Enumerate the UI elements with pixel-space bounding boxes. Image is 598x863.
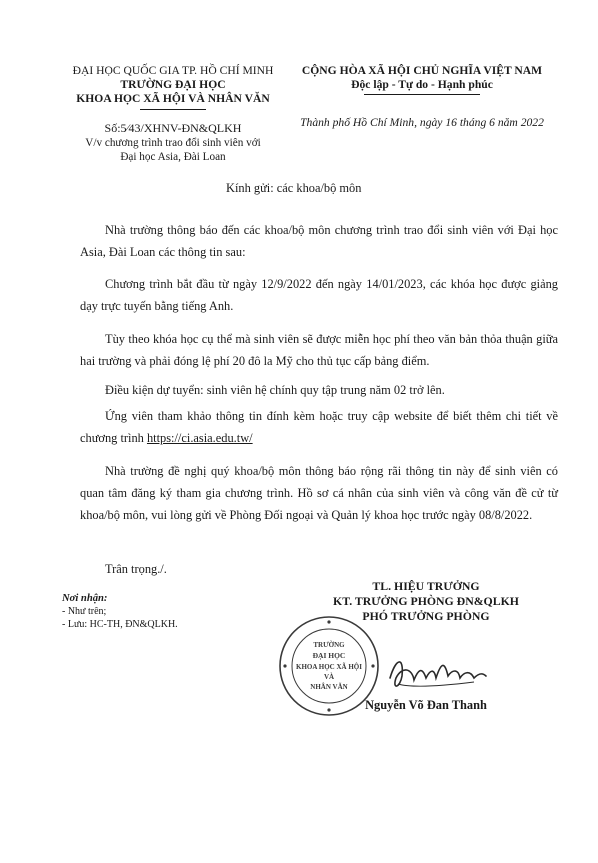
signature-line-3: PHÓ TRƯỞNG PHÒNG: [362, 609, 490, 623]
signature-line-2: KT. TRƯỞNG PHÒNG ĐN&QLKH: [333, 594, 519, 608]
recipient-label: Kính gửi:: [226, 181, 274, 195]
paragraph-5-text: Ứng viên tham khảo thông tin đính kèm hoặc truy cập website để biết thêm chi tiết về chương trình: [80, 409, 558, 445]
paragraph-2-text: Chương trình bắt đầu từ ngày 12/9/2022 đến ngày 14/01/2023, các khóa học được giảng dạy trực tuyến bằng tiếng Anh.: [80, 277, 558, 313]
recipients-item-2: - Lưu: HC-TH, ĐN&QLKH.: [62, 619, 178, 630]
paragraph-4: [80, 379, 558, 401]
subject: [62, 136, 284, 164]
subject-line2: Đại học Asia, Đài Loan: [120, 151, 226, 163]
paragraph-2: [80, 273, 558, 317]
paragraph-4-text: Điều kiện dự tuyển: sinh viên hệ chính quy tập trung năm 02 trở lên.: [105, 383, 445, 397]
recipients-list: [62, 592, 178, 631]
right-header-rule: [364, 94, 480, 95]
paragraph-3-text: Tùy theo khóa học cụ thể mà sinh viên sẽ được miễn học phí theo văn bản thỏa thuận giữa hai trường và phải đóng lệ phí 20 đô la Mỹ cho thủ tục cấp bảng điểm.: [80, 332, 558, 368]
paragraph-6-text: Nhà trường đề nghị quý khoa/bộ môn thông báo rộng rãi thông tin này để sinh viên có quan tâm đăng ký tham gia chương trình. Hồ sơ cá nhân của sinh viên và công văn đề cử từ khoa/bộ môn, vui lòng gửi về Phòng Đối ngoại và Quản lý khoa học trước ngày 08/8/2022.: [80, 464, 558, 522]
recipients-item-1: - Như trên;: [62, 606, 107, 617]
recipients-title: Nơi nhận:: [62, 593, 108, 604]
right-header: [286, 64, 558, 92]
doc-number: Số:5⁄43/XHNV-ĐN&QLKH: [104, 121, 242, 135]
handwritten-signature: [382, 648, 492, 698]
seal-text-4: VÀ: [323, 673, 335, 681]
subject-line1: V/v chương trình trao đổi sinh viên với: [85, 137, 261, 149]
paragraph-3: [80, 328, 558, 372]
national-motto: Độc lập - Tự do - Hạnh phúc: [351, 78, 493, 91]
paragraph-6: [80, 460, 558, 526]
seal-text-1: TRƯỜNG: [313, 641, 345, 649]
signer-name: Nguyễn Võ Đan Thanh: [365, 698, 487, 712]
issue-date: Thành phố Hồ Chí Minh, ngày 16 tháng 6 năm 2022: [300, 116, 544, 129]
paragraph-1-text: Nhà trường thông báo đến các khoa/bộ môn chương trình trao đổi sinh viên với Đại học Asia, Đài Loan các thông tin sau:: [80, 223, 558, 259]
left-header: [62, 64, 284, 106]
left-header-rule: [140, 109, 206, 110]
recipient-value: các khoa/bộ môn: [276, 181, 362, 195]
university-name-line1: TRƯỜNG ĐẠI HỌC: [120, 78, 226, 91]
paragraph-1: [80, 219, 558, 263]
signature-line-1: TL. HIỆU TRƯỞNG: [372, 579, 480, 593]
seal-text-2: ĐẠI HỌC: [312, 651, 346, 660]
ministry-name: ĐẠI HỌC QUỐC GIA TP. HỒ CHÍ MINH: [72, 64, 274, 77]
seal-text-5: NHÂN VĂN: [310, 683, 348, 691]
recipient-line: [226, 181, 361, 196]
signature-block: [288, 579, 564, 624]
closing-line: Trân trọng./.: [105, 562, 167, 576]
university-name-line2: KHOA HỌC XÃ HỘI VÀ NHÂN VĂN: [76, 92, 270, 105]
website-link[interactable]: https://ci.asia.edu.tw/: [146, 431, 253, 445]
national-title: CỘNG HÒA XÃ HỘI CHỦ NGHĨA VIỆT NAM: [301, 64, 543, 77]
paragraph-5: [80, 405, 558, 449]
seal-text-3: KHOA HỌC XÃ HỘI: [296, 663, 362, 671]
